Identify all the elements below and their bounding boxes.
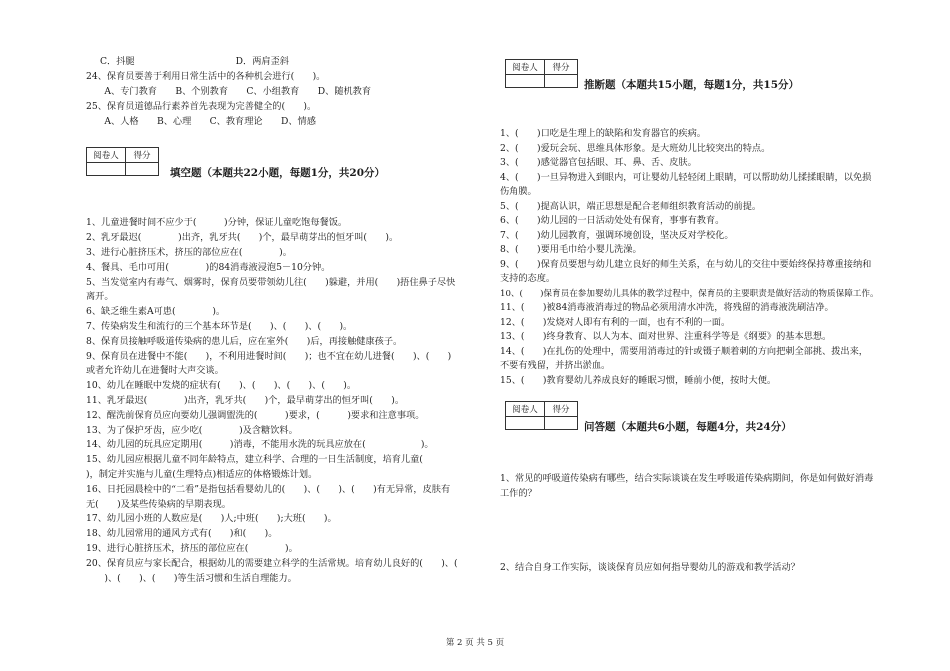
fill-item-16: 16、日托园晨检中的“二看”是指包括看婴幼儿的( )、( )、( )有无异常，皮肤有 xyxy=(86,484,451,495)
fill-item-5-cont: 离开。 xyxy=(86,291,114,302)
judgment-14-cont: 不要有残留，并挤出淤血。 xyxy=(500,360,611,371)
fill-item-2: 2、乳牙最迟( )出齐，乳牙共( )个，最早萌芽出的恒牙叫( )。 xyxy=(86,232,399,243)
fill-item-4: 4、餐具、毛巾可用( )的84消毒液浸泡5－10分钟。 xyxy=(86,262,331,273)
fill-item-19: 19、进行心脏挤压术，挤压的部位应在( )。 xyxy=(86,543,298,554)
page-number: 第 2 页 共 5 页 xyxy=(445,638,505,648)
fill-item-16-cont: 无( )及某些传染病的早期表现。 xyxy=(86,499,231,510)
fill-item-15: 15、幼儿园应根据儿童不同年龄特点，建立科学、合理的一日生活制度，培育儿童( xyxy=(86,454,460,465)
fill-item-5: 5、当发觉室内有毒气、烟雾时，保育员要带领幼儿往( )躲避，并用( )捂住鼻子尽快 xyxy=(86,277,456,288)
judgment-13: 13、( )终身教育、以人为本、面对世界、注重科学等是《纲要》的基本思想。 xyxy=(500,331,832,342)
judgment-1: 1、( )口吃是生理上的缺陷和发育器官的疾病。 xyxy=(500,128,706,139)
judgment-9-cont: 支持的态度。 xyxy=(500,273,556,284)
fill-item-17: 17、幼儿园小班的人数应是( )人;中班( );大班( )。 xyxy=(86,513,337,524)
judgment-2: 2、( )爱玩会玩、思维具体形象。是大班幼儿比较突出的特点。 xyxy=(500,143,771,154)
score-cell[interactable] xyxy=(126,163,159,176)
question-24-options: A、专门教育 B、个别教育 C、小组教育 D、随机教育 xyxy=(86,86,372,97)
judgment-15: 15、( )教育婴幼儿养成良好的睡眠习惯，睡前小便，按时大便。 xyxy=(500,375,777,386)
fill-item-12: 12、醒洗前保育员应向要幼儿强调盥洗的( )要求，( )要求和注意事项。 xyxy=(86,410,425,421)
judgment-12: 12、( )发烧对人即有有利的一面，也有不利的一面。 xyxy=(500,317,731,328)
qa-question-1: 1、常见的呼吸道传染病有哪些，结合实际谈谈在发生呼吸道传染病期间，你是如何做好消毒 xyxy=(500,473,874,484)
score-box-qa xyxy=(505,401,578,430)
fill-item-11: 11、乳牙最迟( )出齐，乳牙共( )个，最早萌芽出的恒牙叫( )。 xyxy=(86,395,405,406)
judgment-7: 7、( )幼儿园教育，强调环境创设，坚决反对学校化。 xyxy=(500,230,734,241)
option-line-23cd: C．抖腿 D．两肩歪斜 xyxy=(100,56,289,67)
score-box-judgment xyxy=(505,59,578,88)
judgment-14: 14、( )在扎伤的处理中，需要用消毒过的针或镊子顺着刺的方向把刺全部挑、拨出来， xyxy=(500,346,868,357)
fill-item-10: 10、幼儿在睡眠中发烧的症状有( )、( )、( )、( )。 xyxy=(86,380,357,391)
fill-item-20-cont: )、( )、( )等生活习惯和生活自理能力。 xyxy=(86,573,297,584)
question-25: 25、保育员道德品行素养首先表现为完善健全的( )。 xyxy=(86,101,317,112)
score-cell[interactable] xyxy=(545,75,578,88)
fill-item-3: 3、进行心脏挤压术，挤压的部位应在( )。 xyxy=(86,247,292,258)
reviewer-cell[interactable] xyxy=(506,417,545,430)
score-label: 得分 xyxy=(545,402,578,417)
judgment-4: 4、( )一旦异物进入到眼内，可让婴幼儿轻轻闭上眼睛，可以帮助幼儿揉揉眼睛，以免损 xyxy=(500,172,872,183)
judgment-6: 6、( )幼儿园的一日活动处处有保育，事事有教育。 xyxy=(500,215,725,226)
qa-question-2: 2、结合自身工作实际，谈谈保育员应如何指导婴幼儿的游戏和教学活动？ xyxy=(500,562,800,573)
judgment-8: 8、( )要用毛巾给小婴儿洗澡。 xyxy=(500,244,642,255)
score-label: 得分 xyxy=(545,60,578,75)
fill-item-18: 18、幼儿园常用的通风方式有( )和( )。 xyxy=(86,528,278,539)
fill-item-6: 6、缺乏维生素A可患( )。 xyxy=(86,306,226,317)
judgment-3: 3、( )感觉器官包括眼、耳、鼻、舌、皮肤。 xyxy=(500,157,697,168)
reviewer-label: 阅卷人 xyxy=(506,402,545,417)
question-25-options: A、人格 B、心理 C、教育理论 D、情感 xyxy=(86,116,316,127)
judgment-4-cont: 伤角膜。 xyxy=(500,186,537,197)
section-title-judgment: 推断题（本题共15小题，每题1分，共15分） xyxy=(584,79,800,91)
section-title-fill-in: 填空题（本题共22小题，每题1分，共20分） xyxy=(170,167,386,179)
reviewer-label: 阅卷人 xyxy=(506,60,545,75)
score-box-fill xyxy=(86,147,159,176)
fill-item-1: 1、儿童进餐时间不应少于( )分钟，保证儿童吃饱每餐饭。 xyxy=(86,217,348,228)
reviewer-cell[interactable] xyxy=(87,163,126,176)
judgment-11: 11、( )被84消毒液消毒过的物品必须用清水冲洗，将残留的消毒液洗刷洁净。 xyxy=(500,302,834,313)
fill-item-20: 20、保育员应与家长配合，根据幼儿的需要建立科学的生活常规。培育幼儿良好的( )、( xyxy=(86,558,458,569)
reviewer-cell[interactable] xyxy=(506,75,545,88)
judgment-9: 9、( )保育员要想与幼儿建立良好的师生关系，在与幼儿的交往中要始终保持尊重接纳和 xyxy=(500,259,872,270)
judgment-10: 10、( )保育员在参加婴幼儿具体的教学过程中，保育员的主要职责是做好活动的物质保障工作。 xyxy=(500,289,879,299)
fill-item-15-cont: )，制定并实施与儿童(生理特点)相适应的体格锻炼计划。 xyxy=(86,469,318,480)
score-label: 得分 xyxy=(126,148,159,163)
fill-item-8: 8、保育员接触呼吸道传染病的患儿后，应在室外( )后，再接触健康孩子。 xyxy=(86,336,403,347)
judgment-5: 5、( )提高认识，端正思想是配合老师组织教育活动的前提。 xyxy=(500,201,762,212)
reviewer-label: 阅卷人 xyxy=(87,148,126,163)
section-title-qa: 问答题（本题共6小题，每题4分，共24分） xyxy=(584,421,792,433)
fill-item-7: 7、传染病发生和流行的三个基本环节是( )、( )、( )。 xyxy=(86,321,353,332)
fill-item-9-cont: 或者允许幼儿在进餐时大声交谈。 xyxy=(86,365,224,376)
question-24: 24、保育员要善于利用日常生活中的各种机会进行( )。 xyxy=(86,71,326,82)
fill-item-13: 13、为了保护牙齿，应少吃( )及含糖饮料。 xyxy=(86,425,298,436)
score-cell[interactable] xyxy=(545,417,578,430)
fill-item-9: 9、保育员在进餐中不能( )，不利用进餐时间( )；也不宜在幼儿进餐( )、( ) xyxy=(86,351,452,362)
qa-question-1-cont: 工作的？ xyxy=(500,488,537,499)
fill-item-14: 14、幼儿园的玩具应定期用( )消毒，不能用水洗的玩具应放在( )。 xyxy=(86,439,434,450)
